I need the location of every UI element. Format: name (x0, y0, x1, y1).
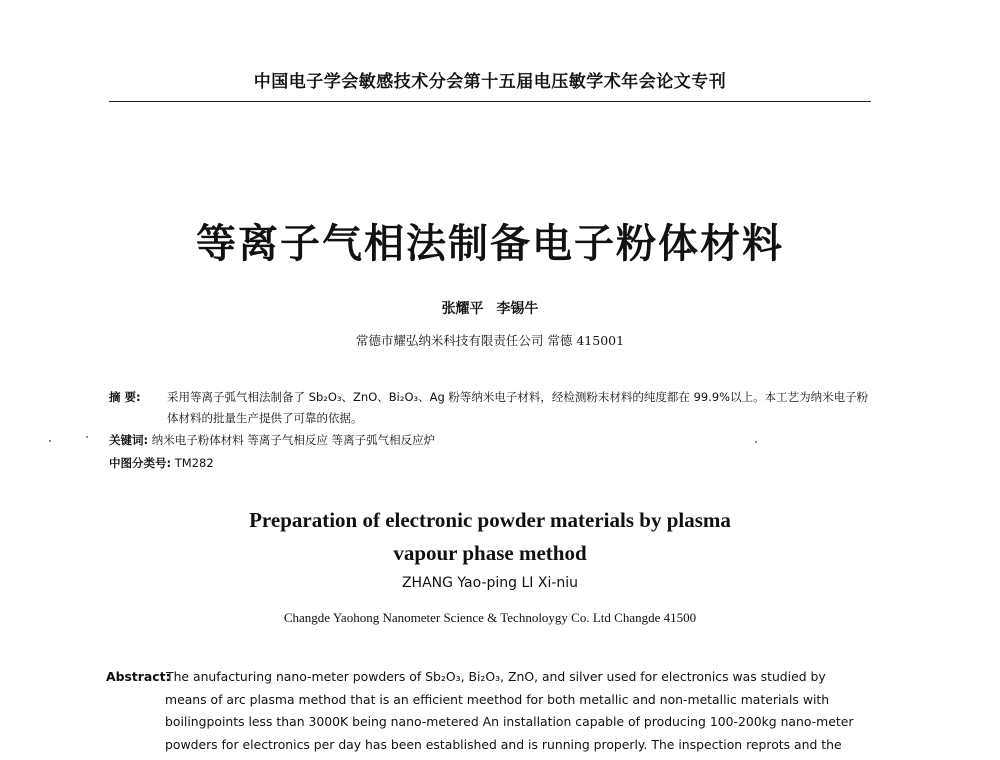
paper-title-en-line: Preparation of electronic powder materials by plasma (249, 508, 731, 532)
authors-cn: 张耀平 李锡牛 (441, 301, 539, 317)
affiliation-en: Changde Yaohong Nanometer Science & Technoloygy Co. Ltd Changde 41500 (283, 610, 697, 625)
affiliation-cn: 常德市耀弘纳米科技有限责任公司 常德 415001 (355, 333, 625, 348)
abstract-en-line: powders for electronics per day has been established and is running properly. The inspection reprots and the (165, 736, 842, 752)
journal-header: 中国电子学会敏感技术分会第十五届电压敏学术年会论文专刊 (253, 72, 727, 92)
abstract-en-label: Abstract: (106, 669, 171, 684)
scan-speck (755, 441, 757, 443)
header-rule (109, 101, 871, 102)
abstract-en-line: boilingpoints less than 3000K being nano-metered An installation capable of producing 100-200kg nano-meter (165, 714, 854, 729)
classification-cn-text: TM282 (174, 456, 214, 470)
abstract-en-line: means of arc plasma method that is an efficient meethod for both metallic and non-metallic materials with (165, 691, 830, 707)
abstract-cn (109, 387, 874, 429)
keywords-cn (109, 432, 874, 448)
keywords-cn-text: 纳米电子粉体材料 等离子气相反应 等离子弧气相反应炉 (151, 433, 436, 447)
keywords-cn-label: 关键词: (109, 433, 149, 447)
classification-cn-label: 中图分类号: (109, 456, 172, 470)
abstract-cn-text: 采用等离子弧气相法制备了 Sb₂O₃、ZnO、Bi₂O₃、Ag 粉等纳米电子材料，经检测粉末材料的纯度都在 99.9%以上。本工艺为纳米电子粉体材料的批量生产提供了可靠的依据。 (167, 390, 869, 425)
paper-title-en-line: vapour phase method (393, 541, 587, 565)
abstract-cn-label: 摘 要: (109, 390, 141, 404)
scan-speck (86, 436, 88, 438)
abstract-en (106, 666, 870, 756)
scan-speck (49, 440, 51, 442)
paper-title-en (150, 504, 830, 570)
classification-cn (109, 455, 874, 471)
authors-en: ZHANG Yao-ping LI Xi-niu (401, 575, 579, 591)
abstract-en-line: The anufacturing nano-meter powders of Sb₂O₃, Bi₂O₃, ZnO, and silver used for electronics was studied by (166, 669, 826, 684)
paper-title-cn: 等离子气相法制备电子粉体材料 (196, 221, 784, 267)
